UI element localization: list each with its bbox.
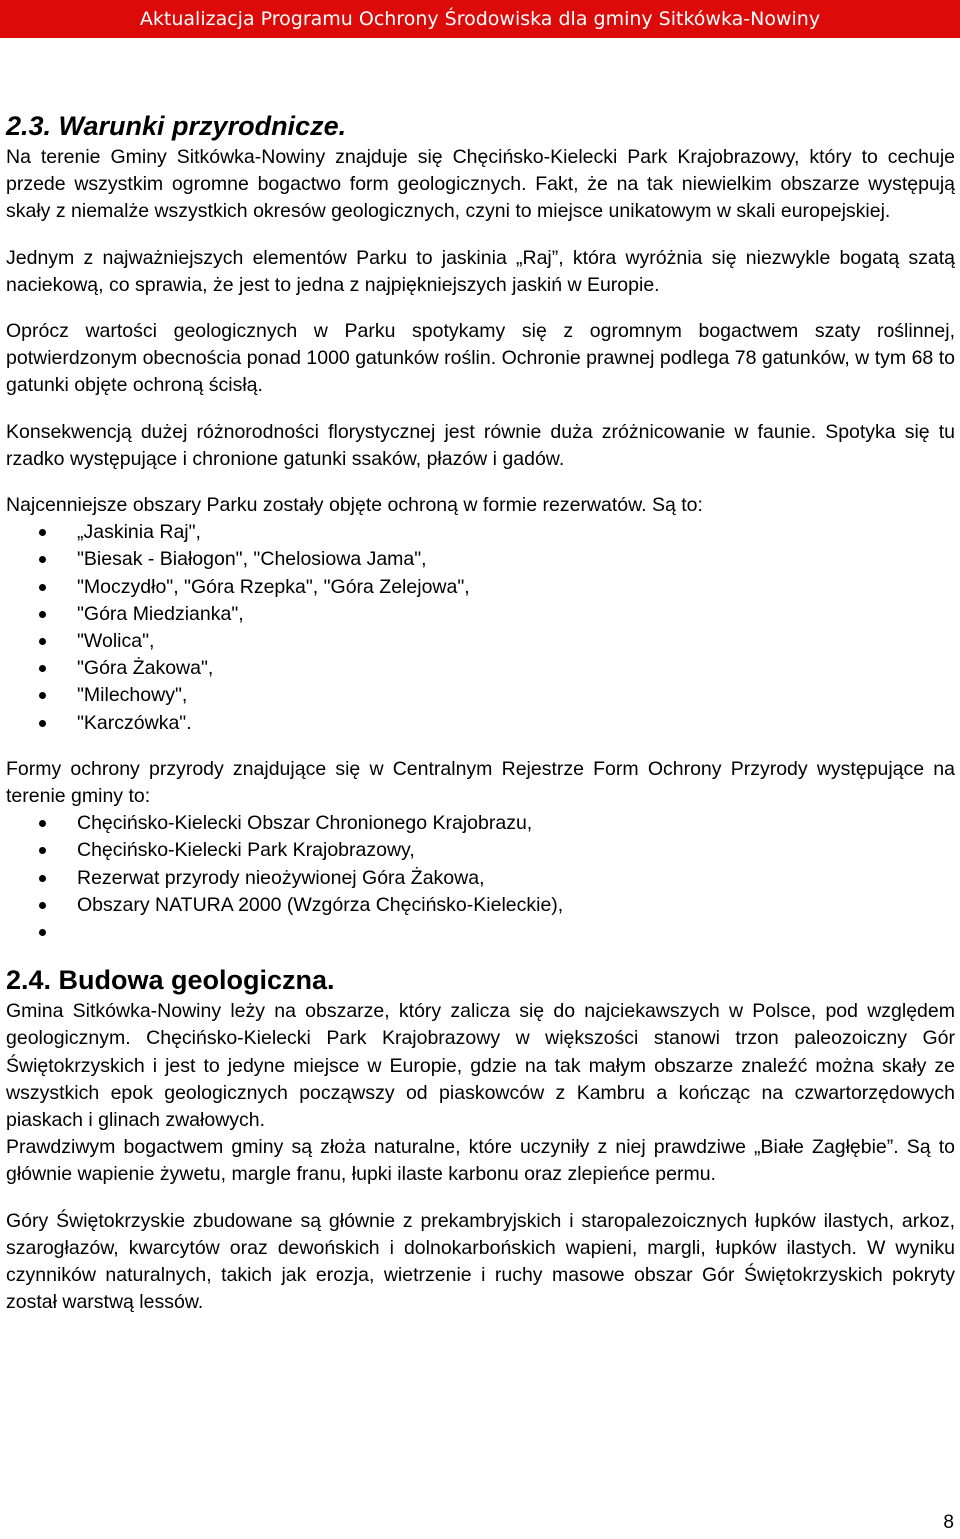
bullet-icon [39, 529, 46, 536]
bullet-icon [39, 611, 46, 618]
bullet-icon [39, 692, 46, 699]
document-body [6, 110, 955, 1317]
list-item: "Góra Żakowa", [6, 655, 955, 682]
list-item: "Góra Miedzianka", [6, 601, 955, 628]
paragraph-mountains-composition: Góry Świętokrzyskie zbudowane są głównie z prekambryjskich i staropalezoicznych łupków ilastych, arkoz, szarogłazów, kwarcytów oraz dewońskich i dolnokarbońskich wapieni, margli, łupków ilastych. W wyniku czynników naturalnych, takich jak erozja, wietrzenie i ruchy masowe obszar Gór Świętokrzyskich pokryty został warstwą lessów. [6, 1209, 955, 1314]
list-item: Chęcińsko-Kielecki Obszar Chronionego Krajobrazu, [6, 810, 955, 837]
bullet-icon [39, 584, 46, 591]
page-number: 8 [943, 1512, 954, 1533]
document-header: Aktualizacja Programu Ochrony Środowiska dla gminy Sitkówka-Nowiny [0, 0, 960, 38]
paragraph-natural-deposits: Prawdziwym bogactwem gminy są złoża naturalne, które uczyniły z niej prawdziwe „Białe Zagłębie”. Są to głównie wapienie żywetu, margle franu, łupki ilaste karbonu oraz zlepieńce permu. [6, 1136, 955, 1186]
bullet-icon [39, 665, 46, 672]
bullet-icon [39, 902, 46, 909]
paragraph-protection-forms-intro: Formy ochrony przyrody znajdujące się w Centralnym Rejestrze Form Ochrony Przyrody występujące na terenie gminy to: [6, 757, 955, 808]
list-item [6, 919, 955, 946]
list-item: "Biesak - Białogon", "Chelosiowa Jama", [6, 546, 955, 573]
list-item: „Jaskinia Raj", [6, 519, 955, 546]
reserves-list [6, 519, 955, 737]
paragraph-flora: Oprócz wartości geologicznych w Parku spotykamy się z ogromnym bogactwem szaty roślinnej, potwierdzonym obecnościa ponad 1000 gatunków roślin. Ochronie prawnej podlega 78 gatunków, w tym 68 to gatunki objęte ochroną ścisłą. [6, 320, 955, 397]
protection-forms-list [6, 810, 955, 946]
list-item: "Wolica", [6, 628, 955, 655]
section-heading-2-3: 2.3. Warunki przyrodnicze. [6, 111, 347, 141]
paragraph-reserves-intro: Najcenniejsze obszary Parku zostały objęte ochroną w formie rezerwatów. Są to: [6, 494, 703, 517]
paragraph-raj-cave: Jednym z najważniejszych elementów Parku to jaskinia „Raj”, która wyróżnia się niezwykle bogatą szatą naciekową, co sprawia, że jest to jedna z najpiękniejszych jaskiń w Europie. [6, 246, 955, 296]
bullet-icon [39, 875, 46, 882]
list-item: "Karczówka". [6, 710, 955, 737]
paragraph-fauna: Konsekwencją dużej różnorodności florystycznej jest równie duża zróżnicowanie w faunie. Spotyka się tu rzadko występujące i chronione gatunki ssaków, płazów i gadów. [6, 420, 955, 470]
section-heading-2-4: 2.4. Budowa geologiczna. [6, 965, 335, 996]
bullet-icon [39, 929, 46, 936]
list-item: "Milechowy", [6, 682, 955, 709]
list-item: Obszary NATURA 2000 (Wzgórza Chęcińsko-Kieleckie), [6, 892, 955, 919]
bullet-icon [39, 720, 46, 727]
bullet-icon [39, 820, 46, 827]
list-item: Rezerwat przyrody nieożywionej Góra Żakowa, [6, 865, 955, 892]
paragraph-park-intro: Na terenie Gminy Sitkówka-Nowiny znajduje się Chęcińsko-Kielecki Park Krajobrazowy, który to cechuje przede wszystkim ogromne bogactwo form geologicznych. Fakt, że na tak niewielkim obszarze występują skały z niemalże wszystkich okresów geologicznych, czyni to miejsce unikatowym w skali europejskiej. [6, 146, 955, 223]
list-item: Chęcińsko-Kielecki Park Krajobrazowy, [6, 837, 955, 864]
bullet-icon [39, 556, 46, 563]
paragraph-geology-intro: Gmina Sitkówka-Nowiny leży na obszarze, który zalicza się do najciekawszych w Polsce, pod względem geologicznym. Chęcińsko-Kielecki Park Krajobrazowy w większości stanowi trzon paleozoiczny Gór Świętokrzyskich i jest to jedyne miejsce w Europie, gdzie na tak małym obszarze znaleźć można skały ze wszystkich epok geologicznych począwszy od piaskowców z Kambru a kończąc na czwartorzędowych piaskach i glinach zwałowych. [6, 1000, 955, 1132]
bullet-icon [39, 847, 46, 854]
list-item: "Moczydło", "Góra Rzepka", "Góra Zelejowa", [6, 574, 955, 601]
bullet-icon [39, 638, 46, 645]
